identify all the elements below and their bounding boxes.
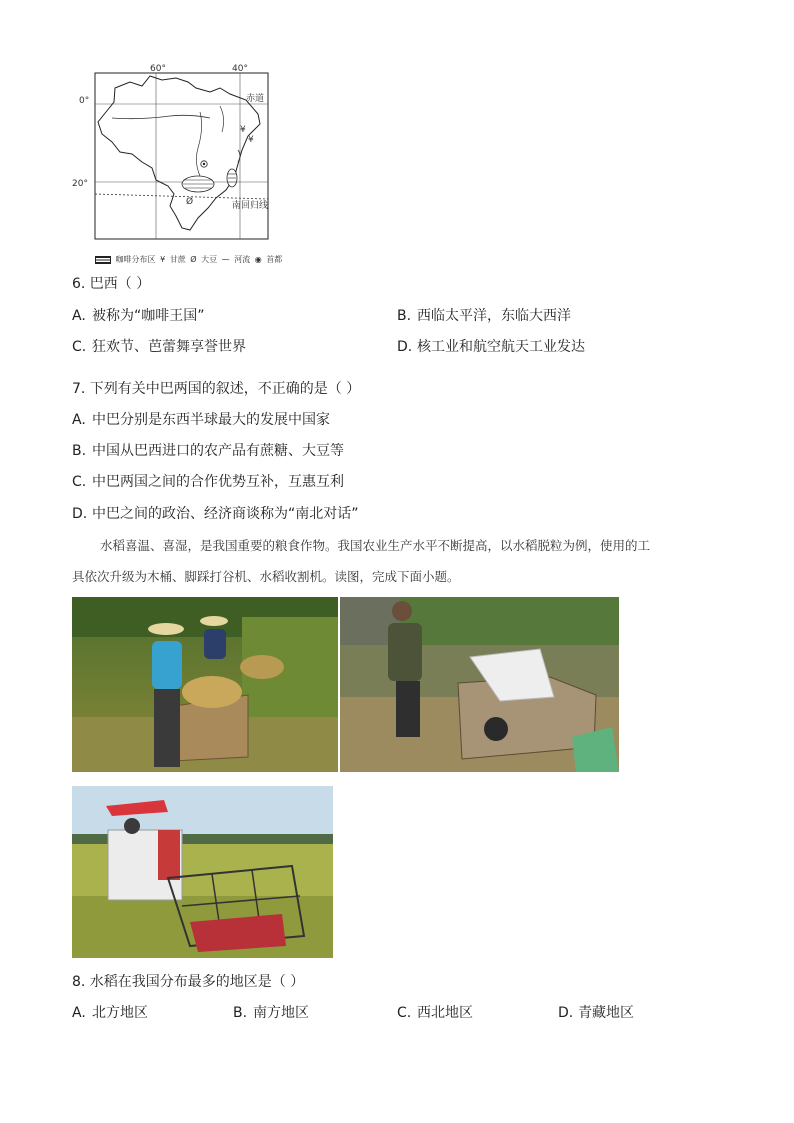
photo-pedal-thresher [340,597,619,772]
lon-40-label: 40° [232,64,248,74]
capital-marker [201,161,207,167]
legend-coffee: 咖啡分布区 [115,255,156,264]
q6-option-c: C. 狂欢节、芭蕾舞享誉世界 [72,339,246,355]
lat-20-label: 20° [72,179,88,189]
soybean-legend-icon: Ø [190,255,197,264]
q8-option-a: A. 北方地区 [72,1005,148,1021]
q6-option-a: A. 被称为“咖啡王国” [72,308,205,324]
legend-river: 河流 [234,255,251,264]
q7-option-a: A. 中巴分别是东西半球最大的发展中国家 [72,412,330,428]
photo-rice-harvester [72,786,333,958]
sugarcane-symbol: ¥ [248,135,254,145]
legend-capital: 首都 [266,255,283,264]
q8-option-c: C. 西北地区 [397,1005,473,1021]
legend-sugarcane: 甘蔗 [169,255,186,264]
q6-option-b: B. 西临太平洋，东临大西洋 [397,308,571,324]
sugarcane-symbol: ¥ [240,125,246,135]
map-legend [95,254,284,265]
legend-soybean: 大豆 [201,255,218,264]
q6-option-d: D. 核工业和航空航天工业发达 [397,339,585,355]
q7-option-c: C. 中巴两国之间的合作优势互补，互惠互利 [72,474,344,490]
question-6-stem: 6. 巴西（ ） [72,276,151,292]
sugarcane-legend-icon: ¥ [160,255,166,264]
q8-option-d: D. 青藏地区 [558,1005,634,1021]
lat-0-label: 0° [79,96,90,106]
tropic-label: 南回归线 [232,201,269,211]
q7-option-b: B. 中国从巴西进口的农产品有蔗糖、大豆等 [72,443,344,459]
q8-option-b: B. 南方地区 [233,1005,309,1021]
question-8-stem: 8. 水稻在我国分布最多的地区是（ ） [72,974,305,990]
lon-60-label: 60° [150,64,166,74]
brazil-map [70,58,300,248]
soybean-symbol: Ø [186,197,194,207]
passage-line-2: 具依次升级为木桶、脚踩打谷机、水稻收割机。读图，完成下面小题。 [72,569,460,584]
river-legend-icon: ⁓ [221,255,230,264]
photo-wooden-bucket-threshing [72,597,338,772]
coffee-zone [182,169,237,192]
coffee-legend-icon [95,256,111,264]
capital-legend-icon: ◉ [254,255,262,264]
q7-option-d: D. 中巴之间的政治、经济商谈称为“南北对话” [72,506,359,522]
brazil-map-figure [70,58,300,264]
equator-label: 赤道 [246,94,265,104]
question-7-stem: 7. 下列有关中巴两国的叙述，不正确的是（ ） [72,381,361,397]
passage-line-1: 水稻喜温、喜湿，是我国重要的粮食作物。我国农业生产水平不断提高，以水稻脱粒为例，使用的工 [100,538,651,553]
